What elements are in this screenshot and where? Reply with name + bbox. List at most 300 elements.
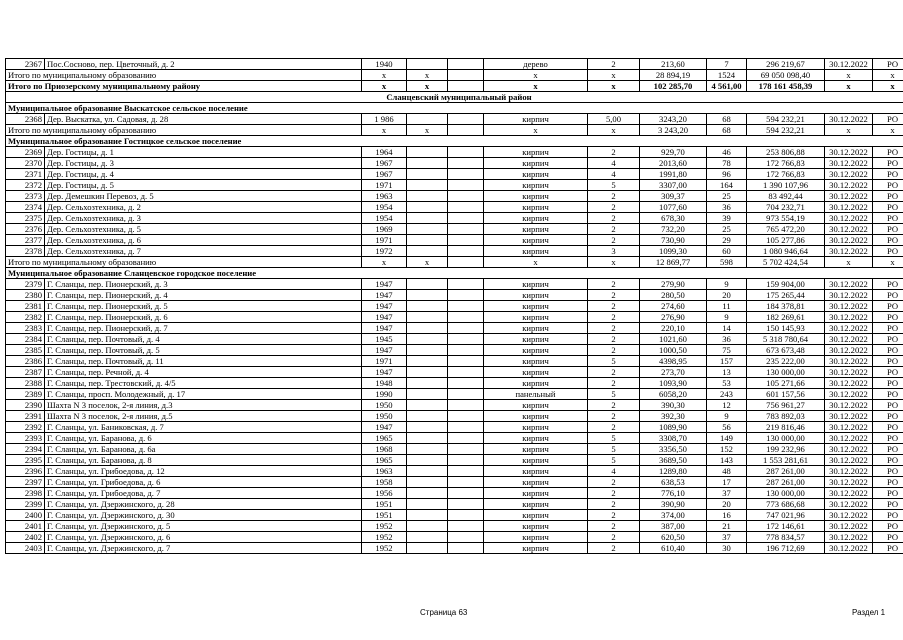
cost-cell: 130 000,00 <box>747 367 825 378</box>
table-row <box>6 114 903 125</box>
year-cell: 1947 <box>362 312 407 323</box>
col-b-cell <box>448 455 484 466</box>
material-cell: х <box>484 81 588 92</box>
col-a-cell <box>407 312 448 323</box>
code-cell: РО <box>873 334 903 345</box>
cost-cell: 83 492,44 <box>747 191 825 202</box>
code-cell: РО <box>873 521 903 532</box>
date-cell: 30.12.2022 <box>825 246 873 257</box>
code-cell: РО <box>873 422 903 433</box>
year-cell: 1945 <box>362 334 407 345</box>
cost-cell: 5 702 424,54 <box>747 257 825 268</box>
col-b-cell <box>448 411 484 422</box>
address-cell: Шахта N 3 поселок, 2-я линия, д.3 <box>45 400 362 411</box>
cost-cell: 287 261,00 <box>747 477 825 488</box>
row-number-cell: 2375 <box>6 213 45 224</box>
date-cell: 30.12.2022 <box>825 235 873 246</box>
row-number-cell: 2396 <box>6 466 45 477</box>
floors-cell: х <box>588 81 640 92</box>
col-b-cell <box>448 378 484 389</box>
date-cell: 30.12.2022 <box>825 323 873 334</box>
date-cell: 30.12.2022 <box>825 521 873 532</box>
floors-cell: 2 <box>588 411 640 422</box>
col-b-cell <box>448 510 484 521</box>
col-b-cell <box>448 345 484 356</box>
year-cell: 1967 <box>362 158 407 169</box>
date-cell: 30.12.2022 <box>825 532 873 543</box>
year-cell: 1963 <box>362 466 407 477</box>
address-cell: Пос.Сосново, пер. Цветочный, д. 2 <box>45 59 362 70</box>
area-cell: 3243,20 <box>640 114 707 125</box>
cost-cell: 704 232,71 <box>747 202 825 213</box>
code-cell: РО <box>873 411 903 422</box>
table-row <box>6 191 903 202</box>
table-row <box>6 169 903 180</box>
row-number-cell: 2367 <box>6 59 45 70</box>
area-cell: 3689,50 <box>640 455 707 466</box>
date-cell: 30.12.2022 <box>825 224 873 235</box>
material-cell: кирпич <box>484 510 588 521</box>
area-cell: 610,40 <box>640 543 707 554</box>
area-cell: 273,70 <box>640 367 707 378</box>
year-cell: 1947 <box>362 301 407 312</box>
cost-cell: 773 686,68 <box>747 499 825 510</box>
row-number-cell: 2395 <box>6 455 45 466</box>
residents-cell: 25 <box>707 191 747 202</box>
area-cell: 620,50 <box>640 532 707 543</box>
municipality-total-row <box>6 257 903 268</box>
residents-cell: 20 <box>707 499 747 510</box>
row-number-cell: 2388 <box>6 378 45 389</box>
code-cell: РО <box>873 246 903 257</box>
floors-cell: 2 <box>588 367 640 378</box>
code-cell: РО <box>873 400 903 411</box>
col-a-cell <box>407 345 448 356</box>
table-row <box>6 224 903 235</box>
address-cell: Г. Сланцы, ул. Дзержинского, д. 5 <box>45 521 362 532</box>
row-number-cell: 2380 <box>6 290 45 301</box>
row-number-cell: 2369 <box>6 147 45 158</box>
address-cell: Дер. Демешкин Перевоз, д. 5 <box>45 191 362 202</box>
floors-cell: 2 <box>588 279 640 290</box>
municipality-title: Муниципальное образование Гостицкое сельское поселение <box>6 136 903 147</box>
col-b-cell <box>448 158 484 169</box>
area-cell: 220,10 <box>640 323 707 334</box>
date-cell: 30.12.2022 <box>825 169 873 180</box>
area-cell: 1991,80 <box>640 169 707 180</box>
municipality-header-row <box>6 268 903 279</box>
residents-cell: 46 <box>707 147 747 158</box>
code-cell: РО <box>873 345 903 356</box>
material-cell: кирпич <box>484 279 588 290</box>
floors-cell: 5 <box>588 356 640 367</box>
material-cell: кирпич <box>484 367 588 378</box>
col-a-cell <box>407 433 448 444</box>
code-cell: РО <box>873 301 903 312</box>
year-cell: 1950 <box>362 411 407 422</box>
code-cell: РО <box>873 235 903 246</box>
address-cell: Г. Сланцы, просп. Молодежный, д. 17 <box>45 389 362 400</box>
total-label: Итого по муниципальному образованию <box>6 257 362 268</box>
col-b-cell <box>448 422 484 433</box>
year-cell: 1947 <box>362 367 407 378</box>
residents-cell: 598 <box>707 257 747 268</box>
address-cell: Дер. Выскатка, ул. Садовая, д. 28 <box>45 114 362 125</box>
col-b-cell <box>448 433 484 444</box>
cost-cell: 1 080 946,64 <box>747 246 825 257</box>
col-b-cell <box>448 169 484 180</box>
col-a-cell <box>407 202 448 213</box>
area-cell: 390,90 <box>640 499 707 510</box>
table-row <box>6 389 903 400</box>
date-cell: 30.12.2022 <box>825 466 873 477</box>
cost-cell: 778 834,57 <box>747 532 825 543</box>
area-cell: 6058,20 <box>640 389 707 400</box>
row-number-cell: 2393 <box>6 433 45 444</box>
row-number-cell: 2386 <box>6 356 45 367</box>
col-b-cell <box>448 477 484 488</box>
date-cell: 30.12.2022 <box>825 356 873 367</box>
date-cell: 30.12.2022 <box>825 488 873 499</box>
area-cell: 280,50 <box>640 290 707 301</box>
col-a-cell: х <box>407 257 448 268</box>
municipality-title: Муниципальное образование Выскатское сельское поселение <box>6 103 903 114</box>
col-b-cell <box>448 466 484 477</box>
table-row <box>6 356 903 367</box>
date-cell: 30.12.2022 <box>825 180 873 191</box>
table-row <box>6 246 903 257</box>
row-number-cell: 2370 <box>6 158 45 169</box>
table-row <box>6 411 903 422</box>
residents-cell: 9 <box>707 411 747 422</box>
col-a-cell <box>407 444 448 455</box>
date-cell: 30.12.2022 <box>825 147 873 158</box>
area-cell: 1000,50 <box>640 345 707 356</box>
floors-cell: х <box>588 125 640 136</box>
col-b-cell <box>448 499 484 510</box>
col-b-cell <box>448 279 484 290</box>
residents-cell: 17 <box>707 477 747 488</box>
col-b-cell <box>448 191 484 202</box>
date-cell: 30.12.2022 <box>825 301 873 312</box>
cost-cell: 105 277,86 <box>747 235 825 246</box>
year-cell: х <box>362 125 407 136</box>
floors-cell: 2 <box>588 422 640 433</box>
table-row <box>6 323 903 334</box>
total-label: Итого по Приозерскому муниципальному району <box>6 81 362 92</box>
date-cell: х <box>825 81 873 92</box>
row-number-cell: 2377 <box>6 235 45 246</box>
table-row <box>6 158 903 169</box>
date-cell: 30.12.2022 <box>825 510 873 521</box>
table-row <box>6 455 903 466</box>
date-cell: 30.12.2022 <box>825 213 873 224</box>
row-number-cell: 2398 <box>6 488 45 499</box>
col-a-cell <box>407 466 448 477</box>
area-cell: 732,20 <box>640 224 707 235</box>
cost-cell: 594 232,21 <box>747 125 825 136</box>
year-cell: 1951 <box>362 499 407 510</box>
table-row <box>6 147 903 158</box>
address-cell: Г. Сланцы, пер. Почтовый, д. 4 <box>45 334 362 345</box>
floors-cell: 2 <box>588 521 640 532</box>
col-a-cell <box>407 378 448 389</box>
row-number-cell: 2392 <box>6 422 45 433</box>
residents-cell: 149 <box>707 433 747 444</box>
code-cell: РО <box>873 312 903 323</box>
row-number-cell: 2390 <box>6 400 45 411</box>
col-b-cell <box>448 224 484 235</box>
material-cell: кирпич <box>484 499 588 510</box>
material-cell: кирпич <box>484 378 588 389</box>
residents-cell: 157 <box>707 356 747 367</box>
date-cell: 30.12.2022 <box>825 345 873 356</box>
col-a-cell <box>407 543 448 554</box>
residents-cell: 14 <box>707 323 747 334</box>
material-cell: кирпич <box>484 477 588 488</box>
table-row <box>6 312 903 323</box>
cost-cell: 783 892,03 <box>747 411 825 422</box>
address-cell: Г. Сланцы, ул. Баниковская, д. 7 <box>45 422 362 433</box>
address-cell: Г. Сланцы, пер. Пионерский, д. 7 <box>45 323 362 334</box>
material-cell: х <box>484 125 588 136</box>
code-cell: РО <box>873 532 903 543</box>
date-cell: 30.12.2022 <box>825 202 873 213</box>
material-cell: кирпич <box>484 422 588 433</box>
date-cell: 30.12.2022 <box>825 158 873 169</box>
table-row <box>6 180 903 191</box>
col-b-cell <box>448 70 484 81</box>
row-number-cell: 2391 <box>6 411 45 422</box>
material-cell: кирпич <box>484 114 588 125</box>
row-number-cell: 2394 <box>6 444 45 455</box>
floors-cell: 4 <box>588 466 640 477</box>
material-cell: кирпич <box>484 411 588 422</box>
floors-cell: 2 <box>588 235 640 246</box>
cost-cell: 172 766,83 <box>747 169 825 180</box>
floors-cell: 2 <box>588 378 640 389</box>
floors-cell: 2 <box>588 334 640 345</box>
material-cell: кирпич <box>484 488 588 499</box>
row-number-cell: 2371 <box>6 169 45 180</box>
row-number-cell: 2402 <box>6 532 45 543</box>
material-cell: кирпич <box>484 345 588 356</box>
col-b-cell <box>448 389 484 400</box>
col-b-cell <box>448 202 484 213</box>
col-b-cell <box>448 257 484 268</box>
table-row <box>6 345 903 356</box>
area-cell: 1289,80 <box>640 466 707 477</box>
residents-cell: 53 <box>707 378 747 389</box>
col-b-cell <box>448 81 484 92</box>
row-number-cell: 2387 <box>6 367 45 378</box>
area-cell: 102 285,70 <box>640 81 707 92</box>
floors-cell: 2 <box>588 202 640 213</box>
cost-cell: 747 021,96 <box>747 510 825 521</box>
residents-cell: 21 <box>707 521 747 532</box>
cost-cell: 182 269,61 <box>747 312 825 323</box>
cost-cell: 175 265,44 <box>747 290 825 301</box>
area-cell: 390,30 <box>640 400 707 411</box>
address-cell: Дер. Сельхозтехника, д. 2 <box>45 202 362 213</box>
code-cell: РО <box>873 158 903 169</box>
residents-cell: 75 <box>707 345 747 356</box>
table-body <box>6 59 903 554</box>
cost-cell: 199 232,96 <box>747 444 825 455</box>
code-cell: х <box>873 81 903 92</box>
address-cell: Г. Сланцы, ул. Грибоедова, д. 6 <box>45 477 362 488</box>
residents-cell: 7 <box>707 59 747 70</box>
row-number-cell: 2403 <box>6 543 45 554</box>
address-cell: Г. Сланцы, ул. Дзержинского, д. 6 <box>45 532 362 543</box>
year-cell: х <box>362 81 407 92</box>
code-cell: РО <box>873 169 903 180</box>
address-cell: Г. Сланцы, пер. Почтовый, д. 11 <box>45 356 362 367</box>
year-cell: 1971 <box>362 235 407 246</box>
material-cell: кирпич <box>484 334 588 345</box>
area-cell: 12 869,77 <box>640 257 707 268</box>
year-cell: 1947 <box>362 422 407 433</box>
cost-cell: 765 472,20 <box>747 224 825 235</box>
residents-cell: 164 <box>707 180 747 191</box>
floors-cell: 5 <box>588 433 640 444</box>
cost-cell: 601 157,56 <box>747 389 825 400</box>
floors-cell: 2 <box>588 488 640 499</box>
col-a-cell <box>407 499 448 510</box>
floors-cell: 2 <box>588 312 640 323</box>
address-cell: Г. Сланцы, ул. Грибоедова, д. 12 <box>45 466 362 477</box>
residents-cell: 39 <box>707 213 747 224</box>
col-a-cell <box>407 389 448 400</box>
floors-cell: 2 <box>588 510 640 521</box>
material-cell: кирпич <box>484 191 588 202</box>
address-cell: Г. Сланцы, ул. Баранова, д. 6 <box>45 433 362 444</box>
code-cell: РО <box>873 488 903 499</box>
col-a-cell <box>407 180 448 191</box>
residents-cell: 152 <box>707 444 747 455</box>
address-cell: Дер. Гостицы, д. 3 <box>45 158 362 169</box>
code-cell: РО <box>873 367 903 378</box>
material-cell: кирпич <box>484 543 588 554</box>
col-a-cell <box>407 422 448 433</box>
col-b-cell <box>448 323 484 334</box>
cost-cell: 287 261,00 <box>747 466 825 477</box>
address-cell: Г. Сланцы, ул. Грибоедова, д. 7 <box>45 488 362 499</box>
residents-cell: 37 <box>707 532 747 543</box>
area-cell: 392,30 <box>640 411 707 422</box>
code-cell: РО <box>873 455 903 466</box>
row-number-cell: 2368 <box>6 114 45 125</box>
area-cell: 3308,70 <box>640 433 707 444</box>
area-cell: 274,60 <box>640 301 707 312</box>
material-cell: кирпич <box>484 235 588 246</box>
address-cell: Дер. Гостицы, д. 4 <box>45 169 362 180</box>
material-cell: кирпич <box>484 169 588 180</box>
table-row <box>6 444 903 455</box>
code-cell: РО <box>873 279 903 290</box>
year-cell: 1965 <box>362 433 407 444</box>
col-a-cell <box>407 114 448 125</box>
residents-cell: 56 <box>707 422 747 433</box>
total-label: Итого по муниципальному образованию <box>6 125 362 136</box>
col-b-cell <box>448 147 484 158</box>
residents-cell: 13 <box>707 367 747 378</box>
code-cell: х <box>873 257 903 268</box>
area-cell: 1099,30 <box>640 246 707 257</box>
year-cell: 1952 <box>362 532 407 543</box>
year-cell: 1947 <box>362 290 407 301</box>
material-cell: кирпич <box>484 301 588 312</box>
code-cell: РО <box>873 191 903 202</box>
floors-cell: 2 <box>588 400 640 411</box>
col-a-cell <box>407 477 448 488</box>
area-cell: 1089,90 <box>640 422 707 433</box>
col-a-cell <box>407 279 448 290</box>
area-cell: 929,70 <box>640 147 707 158</box>
table-row <box>6 290 903 301</box>
material-cell: кирпич <box>484 180 588 191</box>
housing-registry-table <box>5 58 903 554</box>
col-a-cell <box>407 367 448 378</box>
year-cell: 1954 <box>362 213 407 224</box>
cost-cell: 296 219,67 <box>747 59 825 70</box>
col-b-cell <box>448 235 484 246</box>
table-row <box>6 488 903 499</box>
code-cell: РО <box>873 499 903 510</box>
cost-cell: 1 390 107,96 <box>747 180 825 191</box>
year-cell: 1963 <box>362 191 407 202</box>
address-cell: Г. Сланцы, ул. Баранова, д. 6а <box>45 444 362 455</box>
year-cell: 1947 <box>362 279 407 290</box>
year-cell: 1956 <box>362 488 407 499</box>
cost-cell: 130 000,00 <box>747 488 825 499</box>
col-a-cell <box>407 224 448 235</box>
material-cell: кирпич <box>484 444 588 455</box>
material-cell: кирпич <box>484 147 588 158</box>
material-cell: кирпич <box>484 213 588 224</box>
cost-cell: 172 146,61 <box>747 521 825 532</box>
col-a-cell <box>407 521 448 532</box>
code-cell: РО <box>873 59 903 70</box>
code-cell: РО <box>873 147 903 158</box>
year-cell: х <box>362 70 407 81</box>
row-number-cell: 2384 <box>6 334 45 345</box>
municipality-header-row <box>6 103 903 114</box>
residents-cell: 20 <box>707 290 747 301</box>
year-cell: 1990 <box>362 389 407 400</box>
municipality-title: Муниципальное образование Сланцевское городское поселение <box>6 268 903 279</box>
col-b-cell <box>448 367 484 378</box>
code-cell: РО <box>873 433 903 444</box>
table-row <box>6 279 903 290</box>
area-cell: 776,10 <box>640 488 707 499</box>
cost-cell: 69 050 098,40 <box>747 70 825 81</box>
area-cell: 1077,60 <box>640 202 707 213</box>
residents-cell: 29 <box>707 235 747 246</box>
col-a-cell <box>407 213 448 224</box>
area-cell: 28 894,19 <box>640 70 707 81</box>
material-cell: дерево <box>484 59 588 70</box>
table-row <box>6 301 903 312</box>
year-cell: 1950 <box>362 400 407 411</box>
date-cell: 30.12.2022 <box>825 114 873 125</box>
registry-table-container <box>5 58 899 554</box>
district-title: Сланцевский муниципальный район <box>6 92 903 103</box>
date-cell: 30.12.2022 <box>825 455 873 466</box>
residents-cell: 60 <box>707 246 747 257</box>
floors-cell: 2 <box>588 499 640 510</box>
code-cell: РО <box>873 114 903 125</box>
